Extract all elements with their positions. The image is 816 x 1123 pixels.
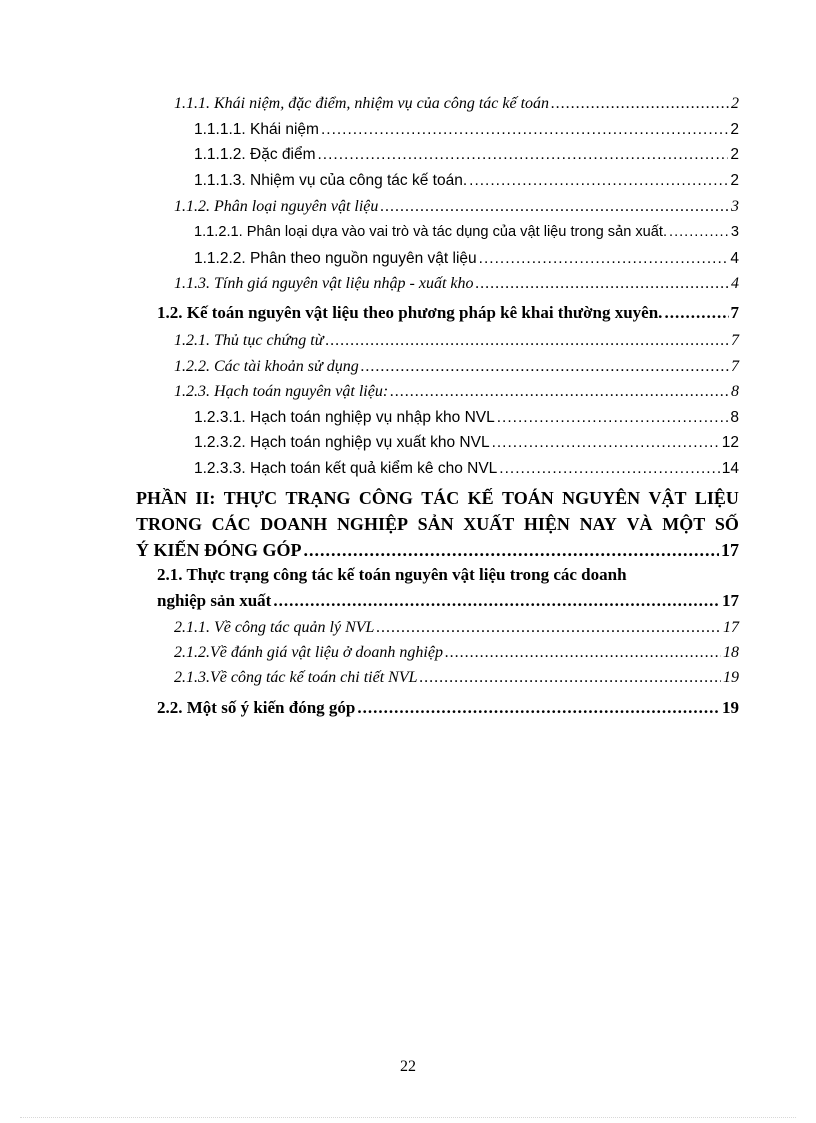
dot-leader xyxy=(376,619,721,637)
dot-leader xyxy=(469,172,728,190)
toc-entry-page: 7 xyxy=(731,358,739,375)
toc-entry-title: 1.2.1. Thủ tục chứng từ xyxy=(174,332,324,349)
toc-entry-title: 1.1.1.2. Đặc điểm xyxy=(194,146,316,163)
heading-word: SẢN xyxy=(417,514,454,534)
part-2-title-end: Ý KIẾN ĐÓNG GÓP xyxy=(136,540,302,560)
heading-word: TRẠNG xyxy=(285,488,351,508)
toc-entry-page: 7 xyxy=(730,303,739,322)
toc-entry-1-2-2[interactable] xyxy=(174,358,739,376)
dot-leader xyxy=(357,698,720,718)
toc-entry-2-1-1[interactable] xyxy=(174,619,739,637)
toc-entry-title: 1.2.3.3. Hạch toán kết quả kiểm kê cho NVL xyxy=(194,460,498,477)
heading-word: CÁC xyxy=(211,514,251,534)
toc-entry-page: 17 xyxy=(723,619,739,636)
part-2-line-1 xyxy=(136,485,739,511)
dot-leader xyxy=(317,146,728,164)
heading-word: SỐ xyxy=(714,514,739,534)
toc-entry-1-2-1[interactable] xyxy=(174,332,739,350)
dot-leader xyxy=(380,198,729,216)
toc-entry-1-1-2[interactable] xyxy=(174,198,739,216)
toc-entry-page: 2 xyxy=(730,146,739,163)
heading-word: CÔNG xyxy=(358,488,413,508)
dot-leader xyxy=(476,275,729,293)
heading-word: THỰC xyxy=(223,488,278,508)
toc-entry-title: 1.2.3. Hạch toán nguyên vật liệu: xyxy=(174,383,389,400)
sec-2-1-line-1: 2.1. Thực trạng công tác kế toán nguyên vật liệu trong các doanh xyxy=(157,565,627,584)
toc-entry-title: 1.2.3.2. Hạch toán nghiệp vụ xuất kho NVL xyxy=(194,434,490,451)
toc-entry-title: 1.1.2.2. Phân theo nguồn nguyên vật liệu xyxy=(194,250,477,267)
dot-leader xyxy=(664,303,728,323)
dot-leader xyxy=(321,121,728,139)
toc-entry-page: 2 xyxy=(730,172,739,189)
heading-word: VÀ xyxy=(626,514,653,534)
heading-word: TÁC xyxy=(421,488,460,508)
dot-leader xyxy=(499,460,719,478)
dot-leader xyxy=(273,588,720,614)
toc-entry-page: 19 xyxy=(723,669,739,686)
toc-entry-1-2-3-1[interactable] xyxy=(194,409,739,427)
toc-entry-title: 2.2. Một số ý kiến đóng góp xyxy=(157,698,356,717)
sec-2-1-title-end: nghiệp sản xuất xyxy=(157,591,272,610)
footer-divider xyxy=(20,1117,796,1118)
toc-entry-page: 17 xyxy=(722,591,739,610)
toc-entry-part-2[interactable] xyxy=(136,485,739,563)
toc-entry-1-1-1-3[interactable] xyxy=(194,172,739,190)
dot-leader xyxy=(420,669,722,687)
dot-leader xyxy=(361,358,729,376)
part-2-line-2 xyxy=(136,511,739,537)
toc-entry-1-1-3[interactable] xyxy=(174,275,739,293)
dot-leader xyxy=(445,644,721,662)
heading-word: XUẤT xyxy=(463,514,515,534)
toc-entry-page: 8 xyxy=(731,383,739,400)
dot-leader xyxy=(304,537,719,563)
toc-entry-title: 1.1.1. Khái niệm, đặc điểm, nhiệm vụ của công tác kế toán xyxy=(174,95,550,112)
heading-word: LIỆU xyxy=(694,488,739,508)
dot-leader xyxy=(497,409,729,427)
toc-entry-title: 1.1.3. Tính giá nguyên vật liệu nhập - xuất kho xyxy=(174,275,474,292)
toc-entry-1-2-3-3[interactable] xyxy=(194,460,739,478)
toc-entry-2-1-2[interactable] xyxy=(174,644,739,662)
dot-leader xyxy=(551,95,729,113)
heading-word: HIỆN xyxy=(523,514,570,534)
heading-word: MỘT xyxy=(662,514,706,534)
dot-leader xyxy=(325,332,729,350)
toc-entry-page: 17 xyxy=(721,540,739,560)
toc-entry-title: 1.1.2. Phân loại nguyên vật liệu xyxy=(174,198,379,215)
toc-entry-1-1-1[interactable] xyxy=(174,95,739,113)
toc-entry-page: 2 xyxy=(730,121,739,138)
toc-entry-title: 2.1.1. Về công tác quản lý NVL xyxy=(174,619,375,636)
toc-entry-title: 1.2.2. Các tài khoản sử dụng xyxy=(174,358,359,375)
heading-word: NGUYÊN xyxy=(562,488,641,508)
toc-entry-page: 2 xyxy=(731,95,739,112)
dot-leader xyxy=(390,383,729,401)
toc-entry-page: 3 xyxy=(731,198,739,215)
dot-leader xyxy=(479,250,729,268)
dot-leader xyxy=(669,224,729,240)
toc-entry-page: 19 xyxy=(722,698,739,717)
toc-entry-page: 18 xyxy=(723,644,739,661)
toc-entry-title: 1.1.1.1. Khái niệm xyxy=(194,121,319,138)
toc-entry-1-2-3-2[interactable] xyxy=(194,434,739,452)
toc-entry-title: 1.1.1.3. Nhiệm vụ của công tác kế toán. xyxy=(194,172,468,189)
dot-leader xyxy=(492,434,720,452)
toc-entry-title: 1.2. Kế toán nguyên vật liệu theo phương pháp kê khai thường xuyên. xyxy=(157,303,663,322)
toc-entry-page: 4 xyxy=(731,275,739,292)
heading-word: DOANH xyxy=(260,514,328,534)
heading-word: NAY xyxy=(579,514,617,534)
toc-entry-1-1-2-1[interactable] xyxy=(194,224,739,240)
page-number: 22 xyxy=(400,1058,416,1075)
heading-word: KẾ xyxy=(467,488,494,508)
toc-entry-page: 12 xyxy=(721,434,739,451)
toc-entry-page: 7 xyxy=(731,332,739,349)
toc-entry-1-2-3[interactable] xyxy=(174,383,739,401)
toc-entry-2-1-3[interactable] xyxy=(174,669,739,687)
toc-entry-1-1-2-2[interactable] xyxy=(194,250,739,268)
toc-entry-title: 1.1.2.1. Phân loại dựa vào vai trò và tác dụng của vật liệu trong sản xuất. xyxy=(194,224,668,240)
heading-word: PHẦN xyxy=(136,488,187,508)
heading-word: VẬT xyxy=(648,488,687,508)
toc-entry-title: 1.2.3.1. Hạch toán nghiệp vụ nhập kho NVL xyxy=(194,409,495,426)
toc-entry-1-2[interactable] xyxy=(157,303,739,323)
toc-entry-page: 14 xyxy=(721,460,739,477)
toc-entry-2-1[interactable] xyxy=(157,562,739,614)
heading-word: II: xyxy=(195,488,216,508)
part-2-line-3 xyxy=(136,537,739,563)
toc-entry-title: 2.1.3.Về công tác kế toán chi tiết NVL xyxy=(174,669,418,686)
heading-word: TRONG xyxy=(136,514,203,534)
toc-entry-title: 2.1.2.Về đánh giá vật liệu ở doanh nghiệp xyxy=(174,644,443,661)
toc-entry-2-2[interactable] xyxy=(157,698,739,718)
toc-entry-1-1-1-1[interactable] xyxy=(194,121,739,139)
toc-entry-page: 8 xyxy=(730,409,739,426)
sec-2-1-line-2 xyxy=(157,588,739,614)
toc-entry-page: 4 xyxy=(730,250,739,267)
heading-word: TOÁN xyxy=(502,488,554,508)
heading-word: NGHIỆP xyxy=(336,514,408,534)
toc-entry-1-1-1-2[interactable] xyxy=(194,146,739,164)
toc-entry-page: 3 xyxy=(730,224,739,240)
